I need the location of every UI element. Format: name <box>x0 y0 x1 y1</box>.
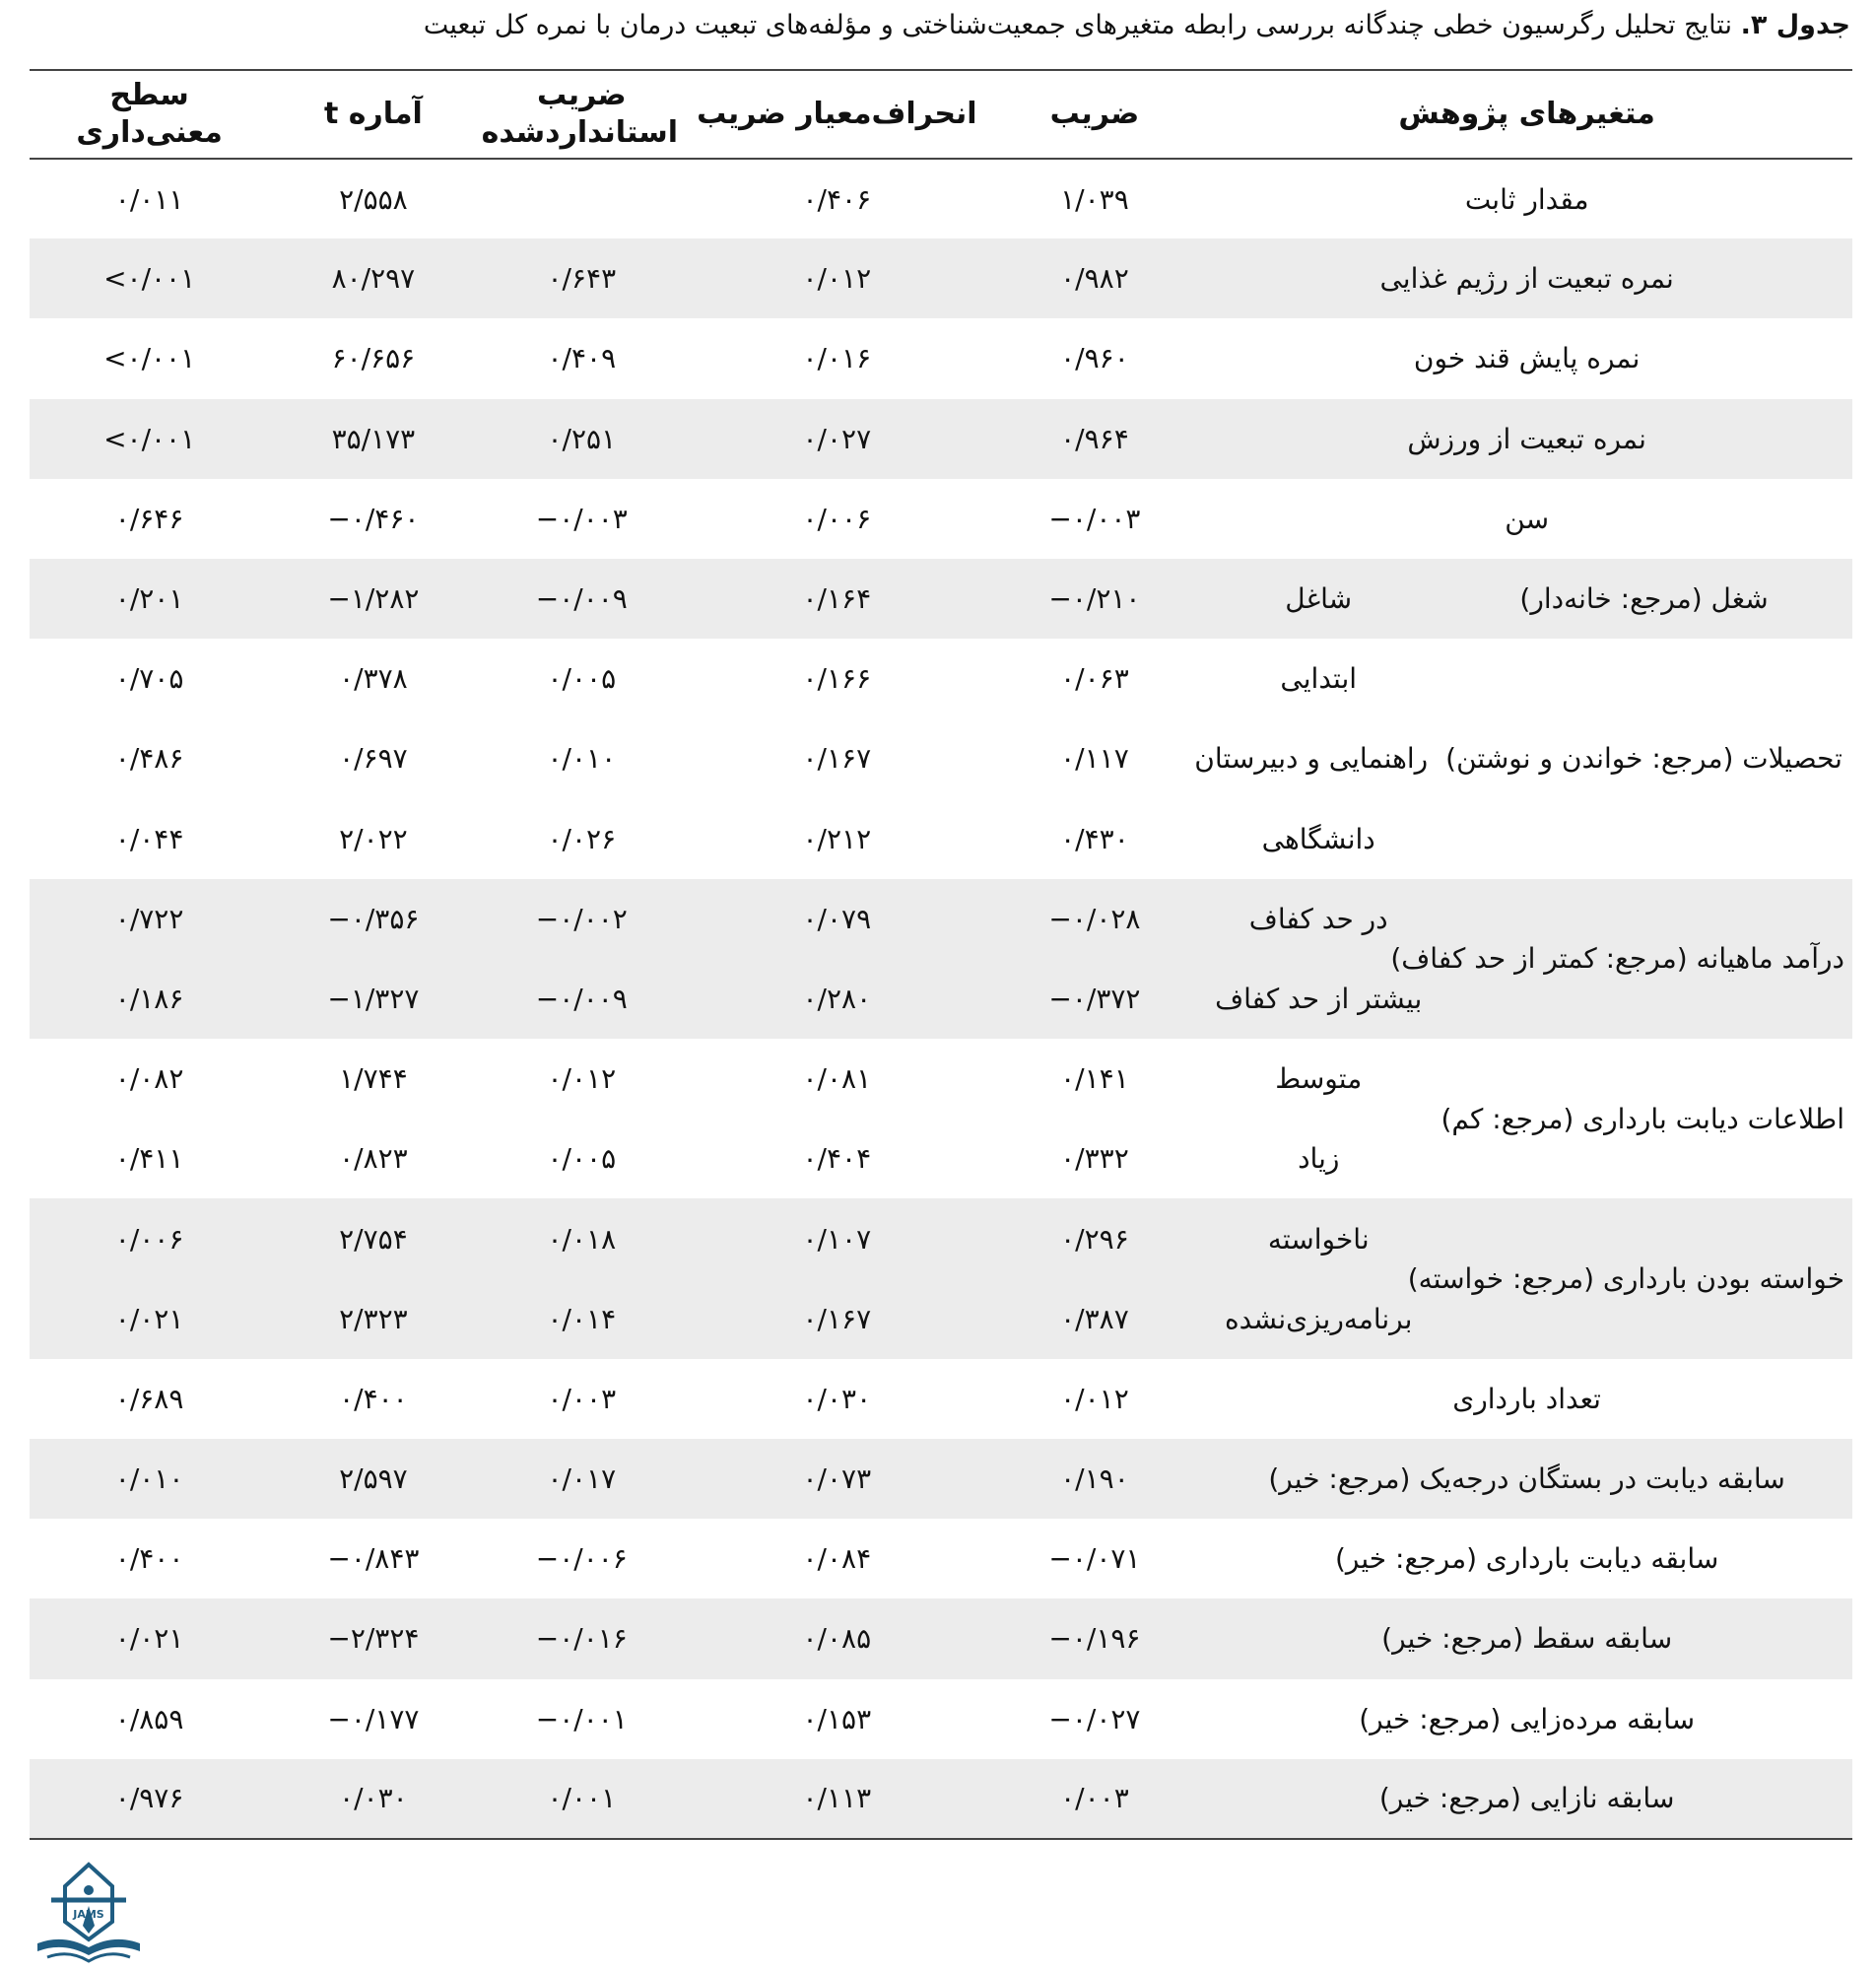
cell-variable: نمره تبعیت از رژیم غذایی <box>1201 238 1852 318</box>
cell-coef: −۰/۳۷۲ <box>988 959 1202 1039</box>
cell-std-coef: ۰/۰۲۶ <box>547 822 617 855</box>
table-row <box>30 479 1852 559</box>
cell-p: ۰/۸۵۹ <box>114 1702 184 1735</box>
cell-variable-group-wanted: خواسته بودن بارداری (مرجع: خواسته) <box>1436 1198 1852 1358</box>
logo-text: JAMS <box>73 1908 104 1921</box>
cell-t: ۳۵/۱۷۳ <box>269 399 477 479</box>
cell-coef: ۰/۳۸۷ <box>988 1279 1202 1359</box>
table-row <box>30 1598 1852 1678</box>
cell-t: ۲/۵۹۷ <box>269 1439 477 1519</box>
cell-coef: −۰/۰۷۱ <box>1048 1542 1141 1576</box>
cell-p: ۰/۰۰۶ <box>30 1198 269 1278</box>
table-row <box>30 1039 1852 1119</box>
cell-variable-group-knowledge: اطلاعات دیابت بارداری (مرجع: کم) <box>1440 1102 1844 1135</box>
cell-t: −۰/۱۷۷ <box>327 1702 420 1735</box>
cell-p: ۰/۴۰۰ <box>114 1542 184 1576</box>
cell-subcategory: زیاد <box>1298 1142 1340 1176</box>
cell-se: ۰/۰۸۱ <box>802 1062 872 1096</box>
cell-coef: −۰/۲۱۰ <box>988 559 1202 639</box>
cell-se: ۰/۴۰۴ <box>802 1142 872 1176</box>
cell-p: ۰/۱۸۶ <box>30 959 269 1039</box>
cell-std-coef: −۰/۰۰۶ <box>535 1542 628 1576</box>
cell-std-coef: ۰/۰۱۸ <box>478 1198 686 1278</box>
cell-se: ۰/۱۶۴ <box>686 559 988 639</box>
cell-coef: ۰/۱۴۱ <box>1060 1062 1129 1096</box>
cell-coef: ۰/۰۰۳ <box>988 1759 1202 1839</box>
regression-table <box>30 69 1852 1840</box>
cell-p: ۰/۷۲۲ <box>30 879 269 959</box>
cell-se: ۰/۱۶۷ <box>802 742 872 776</box>
table-row <box>30 559 1852 639</box>
header-variables: متغیرهای پژوهش <box>1398 97 1655 131</box>
table-row <box>30 318 1852 398</box>
header-t: آماره t <box>323 97 423 131</box>
cell-t: −۱/۲۸۲ <box>269 559 477 639</box>
cell-coef: ۰/۴۳۰ <box>1060 822 1129 855</box>
cell-se: ۰/۰۱۶ <box>802 342 872 375</box>
cell-t: ۰/۳۷۸ <box>339 662 408 696</box>
cell-t: ۰/۶۹۷ <box>339 742 408 776</box>
cell-variable: سابقه دیابت در بستگان درجه‌یک (مرجع: خیر) <box>1201 1439 1852 1519</box>
cell-p: ۰/۴۱۱ <box>114 1142 184 1176</box>
cell-se: ۰/۲۱۲ <box>802 822 872 855</box>
cell-variable: نمره پایش قند خون <box>1413 342 1641 375</box>
cell-std-coef: ۰/۴۰۹ <box>547 342 617 375</box>
table-caption <box>197 6 1850 45</box>
header-coef: ضریب <box>1049 97 1140 131</box>
cell-std-coef: −۰/۰۰۲ <box>478 879 686 959</box>
cell-coef: ۰/۲۹۶ <box>988 1198 1202 1278</box>
cell-p: <۰/۰۰۱ <box>30 399 269 479</box>
cell-std-coef: ۰/۲۵۱ <box>478 399 686 479</box>
cell-variable: مقدار ثابت <box>1464 182 1589 216</box>
cell-p: ۰/۰۸۲ <box>114 1062 184 1096</box>
table-row <box>30 879 1852 959</box>
cell-p: ۰/۹۷۶ <box>30 1759 269 1839</box>
table-row <box>30 1359 1852 1439</box>
cell-t: ۶۰/۶۵۶ <box>331 342 416 375</box>
cell-variable-group-education: تحصیلات (مرجع: خواندن و نوشتن) <box>1445 742 1842 776</box>
journal-logo-graphic <box>28 1861 151 1967</box>
cell-t: ۰/۸۲۳ <box>339 1142 408 1176</box>
cell-p: ۰/۰۲۱ <box>30 1598 269 1678</box>
cell-t: ۸۰/۲۹۷ <box>269 238 477 318</box>
cell-coef: ۰/۹۶۴ <box>988 399 1202 479</box>
cell-p: ۰/۰۱۱ <box>114 182 184 216</box>
cell-p: ۰/۰۱۰ <box>30 1439 269 1519</box>
table-row <box>30 1198 1852 1278</box>
table-row <box>30 159 1852 238</box>
table-row <box>30 399 1852 479</box>
cell-t: ۲/۵۵۸ <box>339 182 408 216</box>
cell-se: ۰/۱۶۷ <box>686 1279 988 1359</box>
cell-se: ۰/۰۷۹ <box>686 879 988 959</box>
cell-std-coef: −۰/۰۰۹ <box>478 959 686 1039</box>
cell-std-coef: ۰/۰۰۱ <box>478 1759 686 1839</box>
cell-t: −۰/۸۴۳ <box>327 1542 420 1576</box>
table-row <box>30 238 1852 318</box>
cell-t: −۰/۳۵۶ <box>269 879 477 959</box>
cell-std-coef <box>478 159 686 238</box>
cell-coef: −۰/۰۲۸ <box>988 879 1202 959</box>
cell-subcategory: راهنمایی و دبیرستان <box>1194 742 1429 776</box>
cell-variable: سابقه نازایی (مرجع: خیر) <box>1201 1759 1852 1839</box>
cell-se: ۰/۴۰۶ <box>802 182 872 216</box>
cell-std-coef: ۰/۰۰۳ <box>547 1382 617 1415</box>
header-std-coef-line1: ضریب <box>536 78 627 112</box>
header-std-coef <box>478 70 686 159</box>
cell-t: −۰/۴۶۰ <box>327 502 420 535</box>
table-row <box>30 1679 1852 1759</box>
cell-coef: ۰/۳۳۲ <box>1060 1142 1129 1176</box>
cell-p: ۰/۲۰۱ <box>30 559 269 639</box>
cell-se: ۰/۰۰۶ <box>802 502 872 535</box>
cell-subcategory: ناخواسته <box>1201 1198 1436 1278</box>
cell-p: ۰/۰۴۴ <box>114 822 184 855</box>
cell-p: ۰/۶۸۹ <box>114 1382 184 1415</box>
table-row <box>30 1439 1852 1519</box>
cell-std-coef: −۰/۰۰۹ <box>478 559 686 639</box>
cell-subcategory: در حد کفاف <box>1201 879 1436 959</box>
cell-variable: سابقه سقط (مرجع: خیر) <box>1201 1598 1852 1678</box>
cell-se: ۰/۰۳۰ <box>802 1382 872 1415</box>
cell-coef: ۰/۱۹۰ <box>988 1439 1202 1519</box>
cell-se: ۰/۱۵۳ <box>802 1702 872 1735</box>
cell-std-coef: ۰/۰۱۴ <box>478 1279 686 1359</box>
cell-variable-group-income: درآمد ماهیانه (مرجع: کمتر از حد کفاف) <box>1436 879 1852 1039</box>
cell-t: −۲/۳۲۴ <box>269 1598 477 1678</box>
cell-p: ۰/۷۰۵ <box>114 662 184 696</box>
header-std-coef-line2: استانداردشده <box>481 115 679 150</box>
table-row <box>30 639 1852 718</box>
cell-p: <۰/۰۰۱ <box>30 238 269 318</box>
cell-p: <۰/۰۰۱ <box>103 342 196 375</box>
journal-logo-icon <box>28 1861 151 1967</box>
cell-std-coef: ۰/۶۴۳ <box>478 238 686 318</box>
cell-coef: −۰/۱۹۶ <box>988 1598 1202 1678</box>
cell-se: ۰/۰۲۷ <box>686 399 988 479</box>
caption-label: جدول ۳. <box>1740 10 1850 40</box>
cell-coef: ۰/۹۸۲ <box>988 238 1202 318</box>
cell-t: ۲/۳۲۳ <box>269 1279 477 1359</box>
cell-coef: −۰/۰۲۷ <box>1048 1702 1141 1735</box>
cell-se: ۰/۱۱۳ <box>686 1759 988 1839</box>
cell-p: ۰/۰۲۱ <box>30 1279 269 1359</box>
cell-subcategory: برنامه‌ریزی‌نشده <box>1201 1279 1436 1359</box>
cell-subcategory: ابتدایی <box>1280 662 1358 696</box>
cell-t: ۰/۰۳۰ <box>269 1759 477 1839</box>
cell-variable: شغل (مرجع: خانه‌دار) <box>1436 559 1852 639</box>
cell-coef: −۰/۰۰۳ <box>1048 502 1141 535</box>
cell-subcategory: دانشگاهی <box>1261 822 1375 855</box>
cell-coef: ۰/۰۶۳ <box>1060 662 1129 696</box>
table-body <box>30 159 1852 1839</box>
cell-std-coef: ۰/۰۱۲ <box>547 1062 617 1096</box>
table-row <box>30 1759 1852 1839</box>
cell-std-coef: −۰/۰۱۶ <box>478 1598 686 1678</box>
cell-se: ۰/۱۶۶ <box>802 662 872 696</box>
header-p: سطح معنی‌داری <box>76 78 223 150</box>
cell-se: ۰/۱۰۷ <box>686 1198 988 1278</box>
cell-coef: ۰/۰۱۲ <box>1060 1382 1129 1415</box>
cell-variable: تعداد بارداری <box>1452 1382 1601 1415</box>
cell-variable: نمره تبعیت از ورزش <box>1201 399 1852 479</box>
cell-variable: سابقه دیابت بارداری (مرجع: خیر) <box>1334 1542 1719 1576</box>
cell-p: ۰/۴۸۶ <box>114 742 184 776</box>
cell-subcategory: متوسط <box>1275 1062 1363 1096</box>
cell-se: ۰/۰۸۵ <box>686 1598 988 1678</box>
cell-std-coef: ۰/۰۰۵ <box>547 1142 617 1176</box>
cell-subcategory: شاغل <box>1201 559 1436 639</box>
cell-p: ۰/۶۴۶ <box>114 502 184 535</box>
cell-variable: سابقه مرده‌زایی (مرجع: خیر) <box>1359 1702 1696 1735</box>
cell-t: −۱/۳۲۷ <box>269 959 477 1039</box>
caption-text: نتایج تحلیل رگرسیون خطی چندگانه بررسی رابطه متغیرهای جمعیت‌شناختی و مؤلفه‌های تبعیت درمان با نمره کل تبعیت <box>423 10 1732 40</box>
header-se: انحراف‌معیار ضریب <box>697 97 977 131</box>
table-header <box>30 70 1852 159</box>
cell-se: ۰/۰۸۴ <box>802 1542 872 1576</box>
cell-se: ۰/۲۸۰ <box>686 959 988 1039</box>
cell-coef: ۱/۰۳۹ <box>1060 182 1129 216</box>
cell-coef: ۰/۱۱۷ <box>1060 742 1129 776</box>
cell-std-coef: ۰/۰۱۰ <box>547 742 617 776</box>
cell-t: ۰/۴۰۰ <box>339 1382 408 1415</box>
cell-t: ۲/۷۵۴ <box>269 1198 477 1278</box>
cell-std-coef: −۰/۰۰۱ <box>535 1702 628 1735</box>
table-row <box>30 1519 1852 1598</box>
cell-subcategory: بیشتر از حد کفاف <box>1201 959 1436 1039</box>
cell-std-coef: ۰/۰۱۷ <box>478 1439 686 1519</box>
cell-t: ۱/۷۴۴ <box>339 1062 408 1096</box>
cell-variable: سن <box>1505 502 1550 535</box>
cell-se: ۰/۰۱۲ <box>686 238 988 318</box>
cell-t: ۲/۰۲۲ <box>339 822 408 855</box>
cell-coef: ۰/۹۶۰ <box>1060 342 1129 375</box>
cell-std-coef: ۰/۰۰۵ <box>547 662 617 696</box>
cell-std-coef: −۰/۰۰۳ <box>535 502 628 535</box>
cell-se: ۰/۰۷۳ <box>686 1439 988 1519</box>
